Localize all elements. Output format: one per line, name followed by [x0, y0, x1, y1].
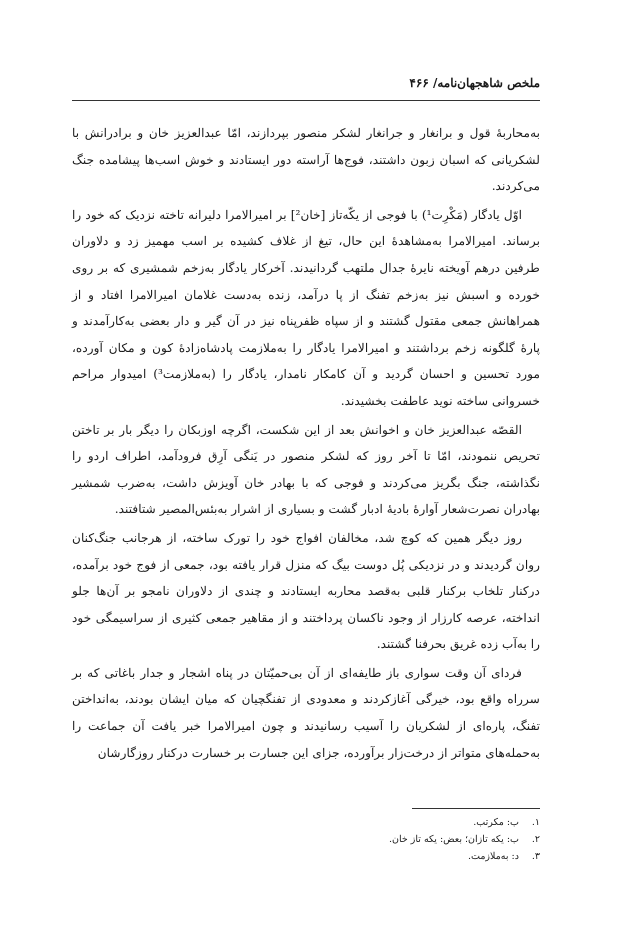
- paragraph: روز دیگر همین که کوچ شد، مخالفان افواج خود را تورک ساخته، از هرجانب جنگ‌کنان روان گردیدند و در نزدیکی پُل دوست بیگ که منزل قرار یافته بود، جمعی از فوج خود برآمده، درکنار تلخاب برکنار قلبی به‌قصد محاربه ایستادند و چندی از دلاوران نامجو بر آن‌ها جلو انداخته، عرصه کارزار از وجود ناکسان پرداختند و از مقاهیر جمعی کثیری از سراسیمگی خود را به‌آب زده غریق بحرفنا گشتند.: [72, 530, 540, 652]
- footnote-text: د: به‌ملازمت.: [467, 851, 519, 862]
- paragraph: القصّه عبدالعزیز خان و اخوانش بعد از این شکست، اگرچه اوزبکان را دیگر بار بر تاختن تحریص ننمودند، امّا تا آخر روز که لشکر منصور در یَنگی آرِق فرودآمد، اطراف اردو را نگذاشته، جنگ بگریز می‌کردند و فوجی که با بهادر خان آویزش داشت، به‌ضرب شمشیر بهادران نصرت‌شعار آوارهٔ بادیهٔ ادبار گشت و بسیاری از اشرار به‌بئس‌المصیر شتافتند.: [72, 422, 540, 517]
- paragraph: به‌محاربهٔ قول و برانغار و جرانغار لشکر منصور بپردازند، امّا عبدالعزیز خان و برادرانش با لشکریانی که اسبان زبون داشتند، فوج‌ها آراسته دور ایستادند و خوش اسب‌ها پیشامده جنگ می‌کردند.: [72, 126, 540, 194]
- footnote-number: ۱.: [531, 817, 540, 828]
- paragraph: فردای آن وقت سواری باز طایفه‌ای از آن بی‌حمیّتان در پناه اشجار و جدار باغاتی که بر سرراه واقع بود، خیرگی آغازکردند و معدودی از تفنگچیان که میان ایشان بودند، به‌انداختن تفنگ، پاره‌ای از لشکریان را آسیب رسانیدند و چون امیرالامرا خبر یافت آن جماعت را به‌حمله‌های متواتر از درخت‌زار برآورده، جزای این جسارت بر خسارت درکنار روزگارشان: [72, 665, 540, 760]
- footnote-text: ب: مکرتب.: [473, 817, 519, 828]
- footnote: [72, 831, 540, 848]
- footnote: [72, 848, 540, 865]
- running-header: ملخص شاهجهان‌نامه/ ۴۶۶: [409, 76, 540, 90]
- header-rule: [72, 100, 540, 101]
- paragraph: اوّل یادگار (مَکْرِت¹) با فوجی از یکّه‌تاز [خان²] بر امیرالامرا دلیرانه تاخته نزدیک که خود را برساند. امیرالامرا به‌مشاهدهٔ این حال، تیغ از غلاف کشیده بر اسب مهمیز زد و دلاوران طرفین درهم آویخته نایرهٔ جدال ملتهب گردانیدند. آخرکار یادگار به‌زخم شمشیری که بر روی خورده و اسبش نیز به‌زخم تفنگ از پا درآمد، زنده به‌دست غلامان امیرالامرا افتاد و از همراهانش جمعی مقتول گشتند و از سپاه ظفرپناه نیز در آن گیر و دار بعضی به‌کارآمدند و پارهٔ گلگونه زخم برداشتند و امیرالامرا یادگار را به‌ملازمت پادشاه‌زادهٔ کون و مکان آورده، مورد تحسین و احسان گردید و آن کامکار نامدار، یادگار را (به‌ملازمت³) امیدوار مراحم خسروانی ساخته نوید عاطفت بخشیدند.: [72, 207, 541, 408]
- footnote-text: ب: یکه تازان؛ بعض: یکه تاز خان.: [389, 834, 519, 845]
- footnote-rule: [412, 808, 540, 809]
- footnote: [72, 814, 540, 831]
- footnote-number: ۲.: [531, 834, 540, 845]
- footnotes: [72, 814, 540, 865]
- footnote-number: ۳.: [531, 851, 540, 862]
- body-text: [72, 120, 540, 766]
